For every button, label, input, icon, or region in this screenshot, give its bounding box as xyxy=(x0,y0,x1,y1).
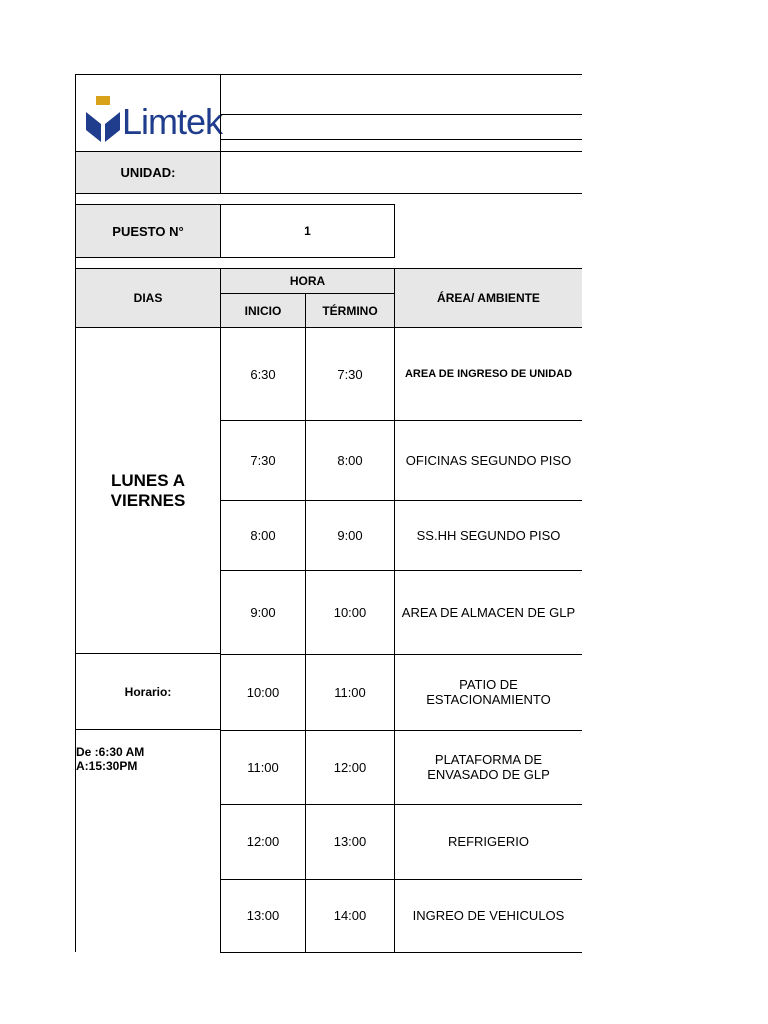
row-divider xyxy=(220,952,582,953)
row-area: SS.HH SEGUNDO PISO xyxy=(416,527,561,543)
row-area: OFICINAS SEGUNDO PISO xyxy=(405,452,572,468)
row-inicio: 12:00 xyxy=(246,834,280,849)
logo xyxy=(80,90,223,150)
row-area: REFRIGERIO xyxy=(448,834,529,849)
row-termino: 14:00 xyxy=(333,908,367,923)
col-inicio: INICIO xyxy=(244,303,282,318)
row-termino: 9:00 xyxy=(337,527,363,543)
row-termino: 8:00 xyxy=(337,452,363,468)
row-inicio: 8:00 xyxy=(250,527,276,543)
row-termino: 7:30 xyxy=(337,366,363,382)
col-dias: DIAS xyxy=(133,291,163,305)
row-inicio: 9:00 xyxy=(250,604,276,620)
col-area: ÁREA/ AMBIENTE xyxy=(437,291,540,305)
horario-range: De :6:30 AM A:15:30PM xyxy=(76,745,145,773)
row-inicio: 7:30 xyxy=(250,452,276,468)
row-area: PATIO DE ESTACIONAMIENTO xyxy=(426,677,551,707)
row-area: PLATAFORMA DE ENVASADO DE GLP xyxy=(427,752,550,782)
row-termino: 11:00 xyxy=(334,684,366,700)
row-area: AREA DE ALMACEN DE GLP xyxy=(401,604,576,620)
days-label: LUNES A VIERNES xyxy=(110,470,186,510)
row-termino: 10:00 xyxy=(333,604,367,620)
col-termino: TÉRMINO xyxy=(322,303,378,318)
row-area: INGREO DE VEHICULOS xyxy=(412,908,565,923)
row-area: AREA DE INGRESO DE UNIDAD xyxy=(404,368,573,380)
puesto-value: 1 xyxy=(304,224,311,238)
logo-text: Limtek xyxy=(122,101,223,142)
row-termino: 12:00 xyxy=(333,759,367,775)
col-hora: HORA xyxy=(289,274,326,288)
row-inicio: 6:30 xyxy=(250,366,276,382)
row-inicio: 11:00 xyxy=(247,759,279,775)
limtek-logo-icon xyxy=(84,94,124,150)
unidad-label: UNIDAD: xyxy=(76,152,220,193)
row-inicio: 13:00 xyxy=(246,908,280,923)
horario-label: Horario: xyxy=(124,684,172,699)
row-termino: 13:00 xyxy=(333,834,367,849)
puesto-label: PUESTO N° xyxy=(76,205,220,257)
row-inicio: 10:00 xyxy=(246,684,280,700)
